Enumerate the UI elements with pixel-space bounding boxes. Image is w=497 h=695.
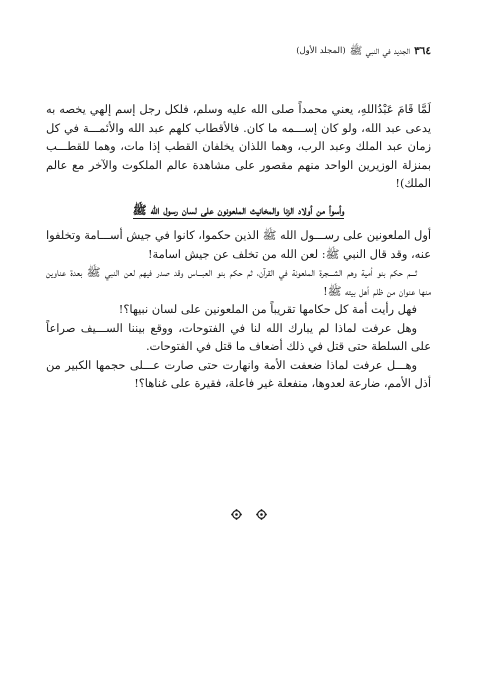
page-body — [46, 100, 431, 393]
section-heading-text: وأسوأ من أولاد الزنا والمخانيث الملعونون على لسان رسول الله ﷺ — [132, 202, 345, 217]
flower-icon — [256, 509, 267, 520]
paragraph: ثـــم حكم بنو أمية وهم الشـــجرة الملعونة في القرآن، ثم حكم بنو العبـــاس وقد صدر فيهم لعن النبي ﷺ بعدة عناوين منها عنوان من ظلم أهل بيته ﷺ! — [46, 265, 431, 298]
flower-icon — [231, 509, 242, 520]
paragraph: وهل عرفت لماذا لم يبارك الله لنا في الفتوحات، ووقع بيننا الســـيف صراعاً على السلطة حتى قتل في ذلك أضعاف ما قتل في الفتوحات. — [46, 320, 431, 353]
page-number: ٣٦٤ — [414, 45, 431, 57]
section-heading — [46, 201, 431, 220]
paragraph: أول الملعونين على رســـول الله ﷺ الذين حكموا، كانوا في جيش أســـامة وتخلفوا عنه، وقد قال النبي ﷺ: لعن الله من تخلف عن جيش اسامة! — [46, 228, 431, 261]
paragraph: وهـــل عرفت لماذا ضعفت الأمة وانهارت حتى صارت عـــلى حجمها الكبير من أذل الأمم، ضارعة لعدوها، منفعلة غير فاعلة، فقيرة على غناها؟! — [46, 357, 431, 390]
paragraph: فهل رأيت أمة كل حكامها تقريباً من الملعونين على لسان نبيها؟! — [118, 302, 417, 316]
running-header — [64, 44, 431, 58]
section-end-ornament — [0, 509, 497, 520]
book-title: الجديد في النبي ﷺ — [349, 45, 411, 57]
paragraph: لَمَّا قَامَ عَبْدُاللهِ، يعني محمداً صلى الله عليه وسلم، فلكل رجل إسم إلهي يخصه به يدعى عبد الله، ولو كان إســـمه ما كان. فالأقطاب كلهم عبد الله والأئمـــة في كل زمان عبد الملك وعبد الرب، وهما اللذان يخلفان القطب إذا مات، وهما للقطـــب بمنزلة الوزيرين الواحد منهم مقصور على مشاهدة عالم الملكوت والآخر مع عالم الملك)! — [46, 102, 431, 190]
volume-label: (المجلد الأول) — [296, 46, 346, 56]
